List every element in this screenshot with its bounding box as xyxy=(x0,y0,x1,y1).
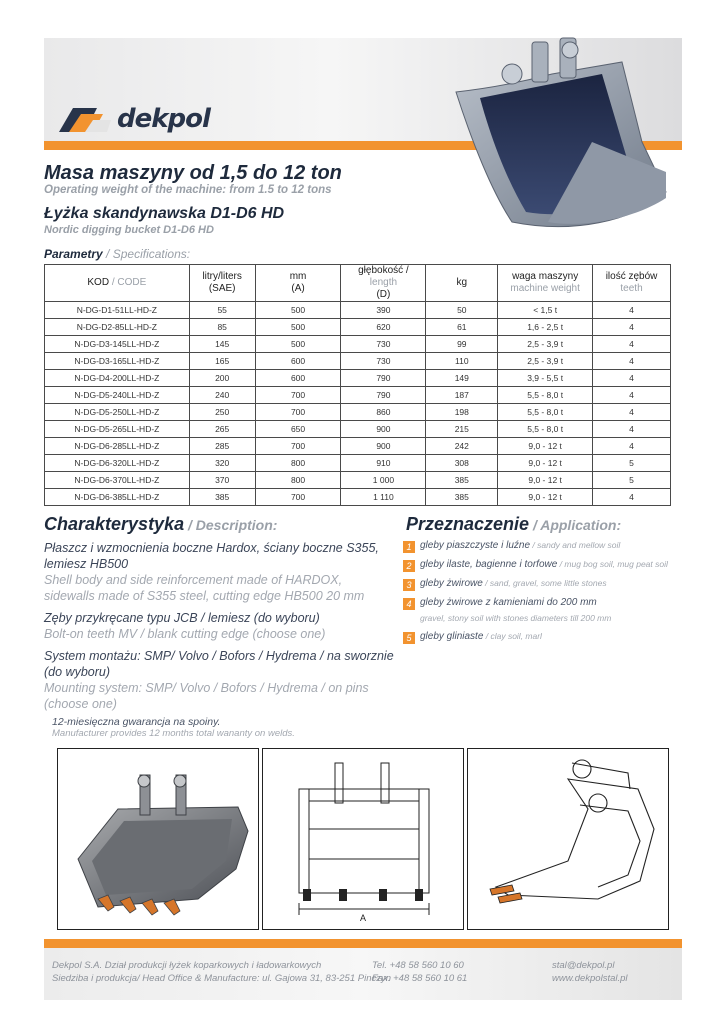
table-cell: 187 xyxy=(426,387,498,404)
table-cell: 600 xyxy=(255,370,341,387)
table-cell: 320 xyxy=(189,455,255,472)
dekpol-logo xyxy=(59,104,210,134)
table-cell: 99 xyxy=(426,336,498,353)
footer-web-link[interactable]: www.dekpolstal.pl xyxy=(552,973,628,984)
table-cell: 500 xyxy=(255,336,341,353)
table-row xyxy=(45,302,671,319)
spec-table-header-row xyxy=(45,265,671,302)
table-cell: 55 xyxy=(189,302,255,319)
table-row xyxy=(45,319,671,336)
table-cell: 200 xyxy=(189,370,255,387)
bucket-render-image xyxy=(58,749,258,929)
table-cell: < 1,5 t xyxy=(498,302,593,319)
table-cell: 385 xyxy=(426,472,498,489)
application-item-en: sand, gravel, some little stones xyxy=(489,578,607,588)
footer-email-link[interactable]: stal@dekpol.pl xyxy=(552,960,615,971)
col-header-mm: mm (A) xyxy=(255,265,341,302)
table-cell: 700 xyxy=(255,404,341,421)
footer-address: Siedziba i produkcja/ Head Office & Manufacture: ul. Gajowa 31, 83-251 Pinczyn xyxy=(52,973,392,984)
col-header-liters: litry/liters (SAE) xyxy=(189,265,255,302)
dimension-a-label: A xyxy=(360,913,367,923)
table-cell: 85 xyxy=(189,319,255,336)
table-cell: 9,0 - 12 t xyxy=(498,489,593,506)
table-cell: 620 xyxy=(341,319,426,336)
table-cell: N-DG-D6-320LL-HD-Z xyxy=(45,455,190,472)
description-heading-pl: Charakterystyka xyxy=(44,514,185,534)
machine-weight-subtitle: Operating weight of the machine: from 1.5 to 12 tons xyxy=(44,184,332,196)
table-row xyxy=(45,370,671,387)
table-cell: N-DG-D3-145LL-HD-Z xyxy=(45,336,190,353)
table-cell: 910 xyxy=(341,455,426,472)
table-row xyxy=(45,438,671,455)
description-heading-sep: / xyxy=(184,517,196,533)
table-cell: 5,5 - 8,0 t xyxy=(498,404,593,421)
table-cell: N-DG-D5-240LL-HD-Z xyxy=(45,387,190,404)
application-item xyxy=(403,597,683,623)
table-cell: 4 xyxy=(593,336,671,353)
description-list xyxy=(44,540,396,718)
application-heading-en: Application: xyxy=(540,517,622,533)
table-cell: 242 xyxy=(426,438,498,455)
table-row xyxy=(45,353,671,370)
table-cell: N-DG-D4-200LL-HD-Z xyxy=(45,370,190,387)
col-header-code: KOD / CODE xyxy=(45,265,190,302)
footer-company-name: Dekpol S.A. Dział produkcji łyżek koparkowych i ładowarkowych xyxy=(52,960,322,971)
application-item-pl: gleby piaszczyste i luźne xyxy=(420,540,531,551)
table-row xyxy=(45,455,671,472)
application-heading-sep: / xyxy=(529,517,541,533)
description-item xyxy=(44,648,396,712)
description-item-pl: Zęby przykręcane typu JCB / lemiesz (do wyboru) xyxy=(44,611,320,625)
table-cell: 860 xyxy=(341,404,426,421)
application-item-pl: gleby gliniaste xyxy=(420,631,484,642)
table-cell: 4 xyxy=(593,319,671,336)
specifications-heading xyxy=(44,247,190,261)
table-cell: 4 xyxy=(593,387,671,404)
table-cell: 198 xyxy=(426,404,498,421)
footer-phone xyxy=(372,959,467,985)
machine-weight-title: Masa maszyny od 1,5 do 12 ton xyxy=(44,162,342,184)
table-cell: 650 xyxy=(255,421,341,438)
table-cell: 4 xyxy=(593,370,671,387)
table-cell: N-DG-D2-85LL-HD-Z xyxy=(45,319,190,336)
col-header-depth: głębokość / length (D) xyxy=(341,265,426,302)
application-item xyxy=(403,578,683,592)
table-cell: N-DG-D5-250LL-HD-Z xyxy=(45,404,190,421)
front-view-drawing-panel xyxy=(262,748,464,930)
table-cell: 265 xyxy=(189,421,255,438)
footer xyxy=(44,948,682,1000)
table-cell: 790 xyxy=(341,387,426,404)
table-cell: 50 xyxy=(426,302,498,319)
front-view-drawing xyxy=(263,749,463,929)
application-item-pl: gleby ilaste, bagienne i torfowe xyxy=(420,559,558,570)
table-cell: 700 xyxy=(255,387,341,404)
application-item-pl: gleby żwirowe xyxy=(420,578,483,589)
description-heading-en: Description: xyxy=(195,517,278,533)
table-cell: 4 xyxy=(593,404,671,421)
application-item-sep: / xyxy=(482,578,490,588)
col-header-kg: kg xyxy=(426,265,498,302)
table-cell: 385 xyxy=(426,489,498,506)
table-row xyxy=(45,472,671,489)
application-item-en: sandy and mellow soil xyxy=(537,540,621,550)
table-cell: N-DG-D1-51LL-HD-Z xyxy=(45,302,190,319)
warranty-en: Manufacturer provides 12 months total wananty on welds. xyxy=(52,728,295,739)
table-row xyxy=(45,489,671,506)
specs-heading-sep: / xyxy=(102,247,113,261)
table-cell: 4 xyxy=(593,302,671,319)
table-cell: 600 xyxy=(255,353,341,370)
application-number-badge: 4 xyxy=(403,598,415,610)
table-row xyxy=(45,387,671,404)
bucket-photo xyxy=(452,22,684,242)
table-cell: 4 xyxy=(593,421,671,438)
application-item-sep: / xyxy=(530,540,538,550)
table-cell: 390 xyxy=(341,302,426,319)
description-item-pl: System montażu: SMP/ Volvo / Bofors / Hydrema / na sworznie (do wyboru) xyxy=(44,649,394,679)
footer-fax: Fax. +48 58 560 10 61 xyxy=(372,973,468,984)
product-subtitle: Nordic digging bucket D1-D6 HD xyxy=(44,224,214,236)
specs-heading-en: Specifications: xyxy=(112,247,191,261)
table-cell: 5,5 - 8,0 t xyxy=(498,387,593,404)
table-cell: 1 110 xyxy=(341,489,426,506)
footer-tel: Tel. +48 58 560 10 60 xyxy=(372,960,464,971)
application-item-en: gravel, stony soil with stones diameters till 200 mm xyxy=(420,613,612,623)
application-heading-pl: Przeznaczenie xyxy=(406,514,530,534)
table-cell: N-DG-D3-165LL-HD-Z xyxy=(45,353,190,370)
application-number-badge: 5 xyxy=(403,632,415,644)
product-title: Łyżka skandynawska D1-D6 HD xyxy=(44,205,285,222)
table-cell: 2,5 - 3,9 t xyxy=(498,336,593,353)
bucket-render-panel xyxy=(57,748,259,930)
table-cell: 800 xyxy=(255,472,341,489)
table-cell: 385 xyxy=(189,489,255,506)
description-item-en: Bolt-on teeth MV / blank cutting edge (choose one) xyxy=(44,627,326,641)
brand-name: dekpol xyxy=(117,104,210,134)
table-cell: N-DG-D6-385LL-HD-Z xyxy=(45,489,190,506)
application-item-en: mug bog soil, mug peat soil xyxy=(564,559,668,569)
table-cell: 9,0 - 12 t xyxy=(498,455,593,472)
table-cell: 900 xyxy=(341,421,426,438)
footer-contact xyxy=(552,959,628,985)
description-heading xyxy=(44,514,277,535)
description-item-en: Shell body and side reinforcement made of HARDOX, sidewalls made of S355 steel, cutting edge HB500 20 mm xyxy=(44,573,365,603)
application-number-badge: 1 xyxy=(403,541,415,553)
table-cell: 9,0 - 12 t xyxy=(498,472,593,489)
table-cell: 4 xyxy=(593,489,671,506)
table-cell: 215 xyxy=(426,421,498,438)
application-item xyxy=(403,631,683,645)
table-cell: 145 xyxy=(189,336,255,353)
table-cell: 500 xyxy=(255,319,341,336)
table-cell: 500 xyxy=(255,302,341,319)
table-cell: 5,5 - 8,0 t xyxy=(498,421,593,438)
side-view-drawing-panel xyxy=(467,748,669,930)
table-cell: N-DG-D6-370LL-HD-Z xyxy=(45,472,190,489)
table-cell: N-DG-D6-285LL-HD-Z xyxy=(45,438,190,455)
application-list xyxy=(403,540,683,650)
application-item-sep: / xyxy=(483,631,491,641)
table-cell: 285 xyxy=(189,438,255,455)
application-item xyxy=(403,540,683,554)
table-cell: 3,9 - 5,5 t xyxy=(498,370,593,387)
table-cell: 900 xyxy=(341,438,426,455)
description-item xyxy=(44,610,396,642)
application-number-badge: 2 xyxy=(403,560,415,572)
description-item-en: Mounting system: SMP/ Volvo / Bofors / Hydrema / on pins (choose one) xyxy=(44,681,369,711)
table-cell: 700 xyxy=(255,489,341,506)
application-heading xyxy=(406,514,621,535)
warranty-note xyxy=(52,716,295,739)
col-header-machine-weight: waga maszyny machine weight xyxy=(498,265,593,302)
warranty-pl: 12-miesięczna gwarancja na spoiny. xyxy=(52,716,221,728)
table-cell: 61 xyxy=(426,319,498,336)
table-cell: 700 xyxy=(255,438,341,455)
table-cell: 240 xyxy=(189,387,255,404)
table-cell: 110 xyxy=(426,353,498,370)
table-cell: 4 xyxy=(593,353,671,370)
application-item-en: clay soil, marl xyxy=(490,631,542,641)
table-row xyxy=(45,421,671,438)
dekpol-logo-icon xyxy=(59,106,111,132)
application-number-badge: 3 xyxy=(403,579,415,591)
specs-heading-pl: Parametry xyxy=(44,247,103,261)
table-cell: 790 xyxy=(341,370,426,387)
application-item-sep: / xyxy=(557,559,565,569)
table-row xyxy=(45,404,671,421)
description-item-pl: Płaszcz i wzmocnienia boczne Hardox, ściany boczne S355, lemiesz HB500 xyxy=(44,541,379,571)
table-cell: 9,0 - 12 t xyxy=(498,438,593,455)
application-item-pl: gleby żwirowe z kamieniami do 200 mm xyxy=(420,597,597,608)
table-cell: 800 xyxy=(255,455,341,472)
table-cell: 4 xyxy=(593,438,671,455)
table-cell: 250 xyxy=(189,404,255,421)
side-view-drawing xyxy=(468,749,668,929)
col-header-teeth: ilość zębów teeth xyxy=(593,265,671,302)
description-item xyxy=(44,540,396,604)
table-cell: 5 xyxy=(593,472,671,489)
application-item xyxy=(403,559,683,573)
table-cell: 730 xyxy=(341,353,426,370)
table-row xyxy=(45,336,671,353)
table-cell: 370 xyxy=(189,472,255,489)
table-cell: N-DG-D5-265LL-HD-Z xyxy=(45,421,190,438)
footer-company xyxy=(52,959,391,985)
spec-table xyxy=(44,264,671,506)
table-cell: 308 xyxy=(426,455,498,472)
table-cell: 2,5 - 3,9 t xyxy=(498,353,593,370)
table-cell: 149 xyxy=(426,370,498,387)
table-cell: 5 xyxy=(593,455,671,472)
spec-table-body xyxy=(45,302,671,506)
table-cell: 1 000 xyxy=(341,472,426,489)
table-cell: 1,6 - 2,5 t xyxy=(498,319,593,336)
footer-accent-bar xyxy=(44,939,682,948)
table-cell: 730 xyxy=(341,336,426,353)
table-cell: 165 xyxy=(189,353,255,370)
